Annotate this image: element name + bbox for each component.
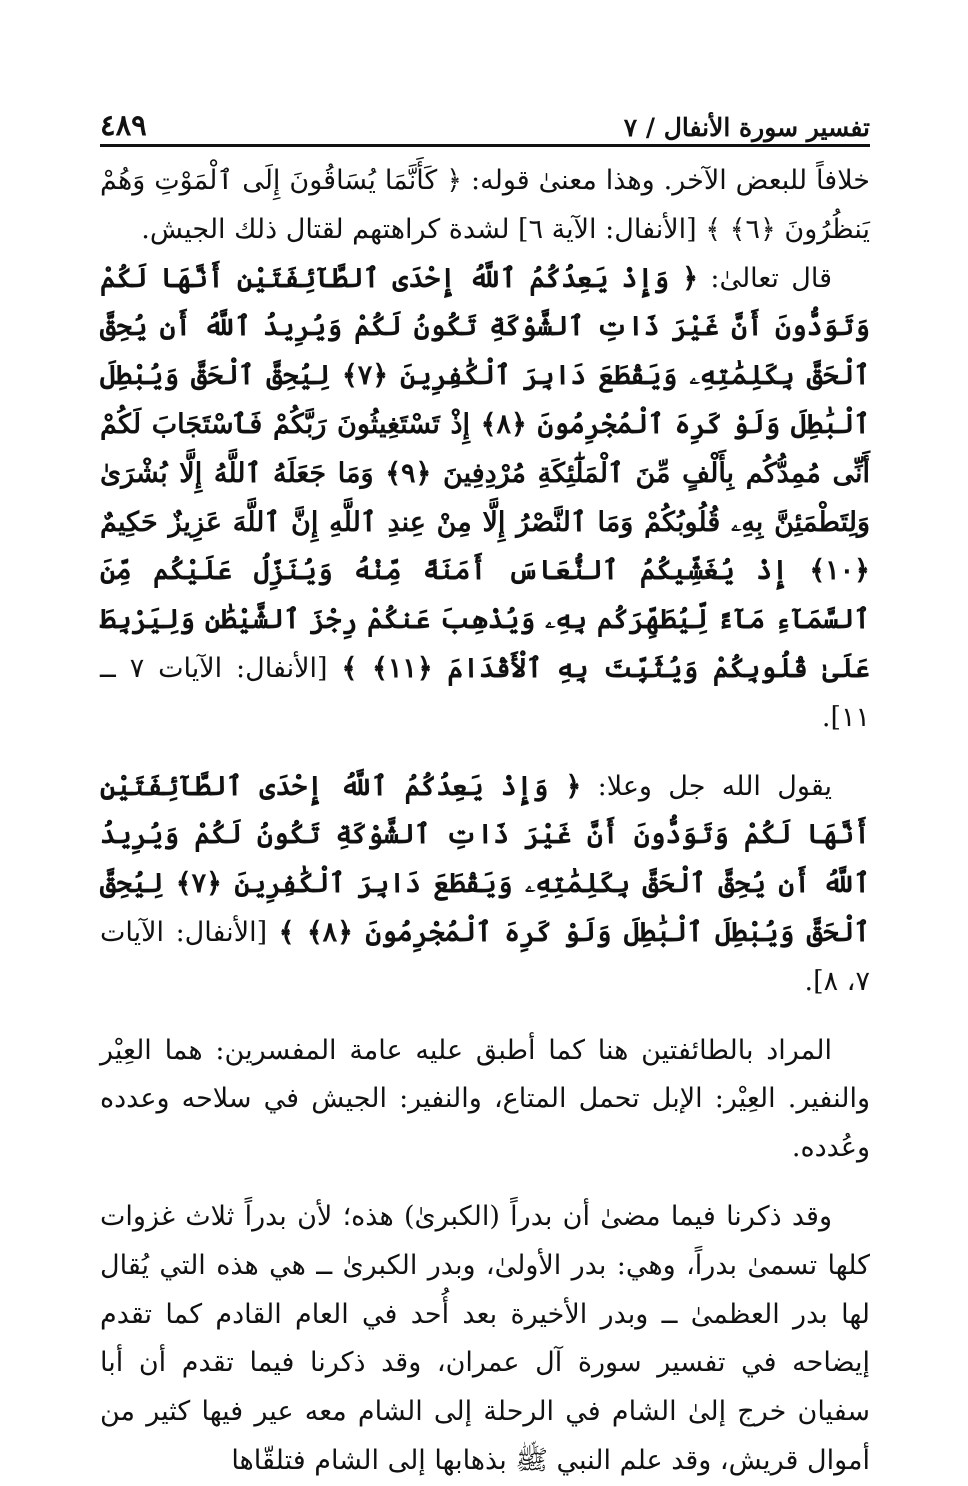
book-page [100, 92, 870, 1486]
paragraph-2-intro: قال تعالىٰ: [698, 262, 832, 294]
paragraph-4: المراد بالطائفتين هنا كما أطبق عليه عامة المفسرين: هما العِيْر والنفير. العِيْر: الإبل تحمل المتاع، والنفير: الجيش في سلاحه وعدده وعُدده. [100, 1034, 870, 1164]
paragraph-3 [100, 763, 870, 1007]
paragraph-5: وقد ذكرنا فيما مضىٰ أن بدراً (الكبرىٰ) هذه؛ لأن بدراً ثلاث غزوات كلها تسمىٰ بدراً، وهي: بدر الأولىٰ، وبدر الكبرىٰ ــ هي هذه التي يُقال لها بدر العظمىٰ ــ وبدر الأخيرة بعد أُحد في العام القادم كما تقدم إيضاحه في تفسير سورة آل عمران، وقد ذكرنا فيما تقدم أن أبا سفيان خرج إلىٰ الشام في الرحلة إلى الشام معه عير فيها كثير من أموال قريش، وقد علم النبي ﷺ بذهابها إلى الشام فتلقّاها [100, 1200, 870, 1476]
paragraph-3-intro: يقول الله جل وعلا: [581, 770, 832, 802]
paragraph-2 [100, 255, 870, 743]
page-body [100, 157, 870, 1486]
page-header [100, 92, 870, 147]
page-number: ٤٨٩ [100, 108, 147, 142]
paragraph-1: خلافاً للبعض الآخر. وهذا معنىٰ قوله: ﴿ كَأَنَّمَا يُسَاقُونَ إِلَى ٱلْمَوْتِ وَهُمْ يَنظُرُونَ ﴿٦﴾ ﴾ [الأنفال: الآية ٦] لشدة كراهتهم لقتال ذلك الجيش. [100, 165, 870, 245]
quran-verses-7-8: ﴿ وَإِذْ يَعِدُكُمُ ٱللَّهُ إِحْدَى ٱلطَّآئِفَتَيْنِ أَنَّهَا لَكُمْ وَتَوَدُّونَ أَنَّ غَيْرَ ذَاتِ ٱلشَّوْكَةِ تَكُونُ لَكُمْ وَيُرِيدُ ٱللَّهُ أَن يُحِقَّ ٱلْحَقَّ بِكَلِمَٰتِهِۦ وَيَقْطَعَ دَابِرَ ٱلْكَٰفِرِينَ ﴿٧﴾ لِيُحِقَّ ٱلْحَقَّ وَيُبْطِلَ ٱلْبَٰطِلَ وَلَوْ كَرِهَ ٱلْمُجْرِمُونَ ﴿٨﴾ ﴾ [100, 770, 870, 948]
quran-verses-7-11: ﴿ وَإِذْ يَعِدُكُمُ ٱللَّهُ إِحْدَى ٱلطَّآئِفَتَيْنِ أَنَّهَا لَكُمْ وَتَوَدُّونَ أَنَّ غَيْرَ ذَاتِ ٱلشَّوْكَةِ تَكُونُ لَكُمْ وَيُرِيدُ ٱللَّهُ أَن يُحِقَّ ٱلْحَقَّ بِكَلِمَٰتِهِۦ وَيَقْطَعَ دَابِرَ ٱلْكَٰفِرِينَ ﴿٧﴾ لِيُحِقَّ ٱلْحَقَّ وَيُبْطِلَ ٱلْبَٰطِلَ وَلَوْ كَرِهَ ٱلْمُجْرِمُونَ ﴿٨﴾ إِذْ تَسْتَغِيثُونَ رَبَّكُمْ فَٱسْتَجَابَ لَكُمْ أَنِّى مُمِدُّكُم بِأَلْفٍ مِّنَ ٱلْمَلَٰٓئِكَةِ مُرْدِفِينَ ﴿٩﴾ وَمَا جَعَلَهُ ٱللَّهُ إِلَّا بُشْرَىٰ وَلِتَطْمَئِنَّ بِهِۦ قُلُوبُكُمْ وَمَا ٱلنَّصْرُ إِلَّا مِنْ عِندِ ٱللَّهِ إِنَّ ٱللَّهَ عَزِيزٌ حَكِيمٌ ﴿١٠﴾ إِذْ يُغَشِّيكُمُ ٱلنُّعَاسَ أَمَنَةً مِّنْهُ وَيُنَزِّلُ عَلَيْكُم مِّنَ ٱلسَّمَآءِ مَآءً لِّيُطَهِّرَكُم بِهِۦ وَيُذْهِبَ عَنكُمْ رِجْزَ ٱلشَّيْطَٰنِ وَلِيَرْبِطَ عَلَىٰ قُلُوبِكُمْ وَيُثَبِّتَ بِهِ ٱلْأَقْدَامَ ﴿١١﴾ ﴾ [100, 262, 871, 684]
verse-reference-7-11: [الأنفال: الآيات ٧ ــ ١١]. [100, 652, 870, 733]
running-title: تفسير سورة الأنفال / ٧ [623, 113, 870, 142]
verse-reference-7-8: [الأنفال: الآيات ٧، ٨]. [100, 916, 870, 997]
